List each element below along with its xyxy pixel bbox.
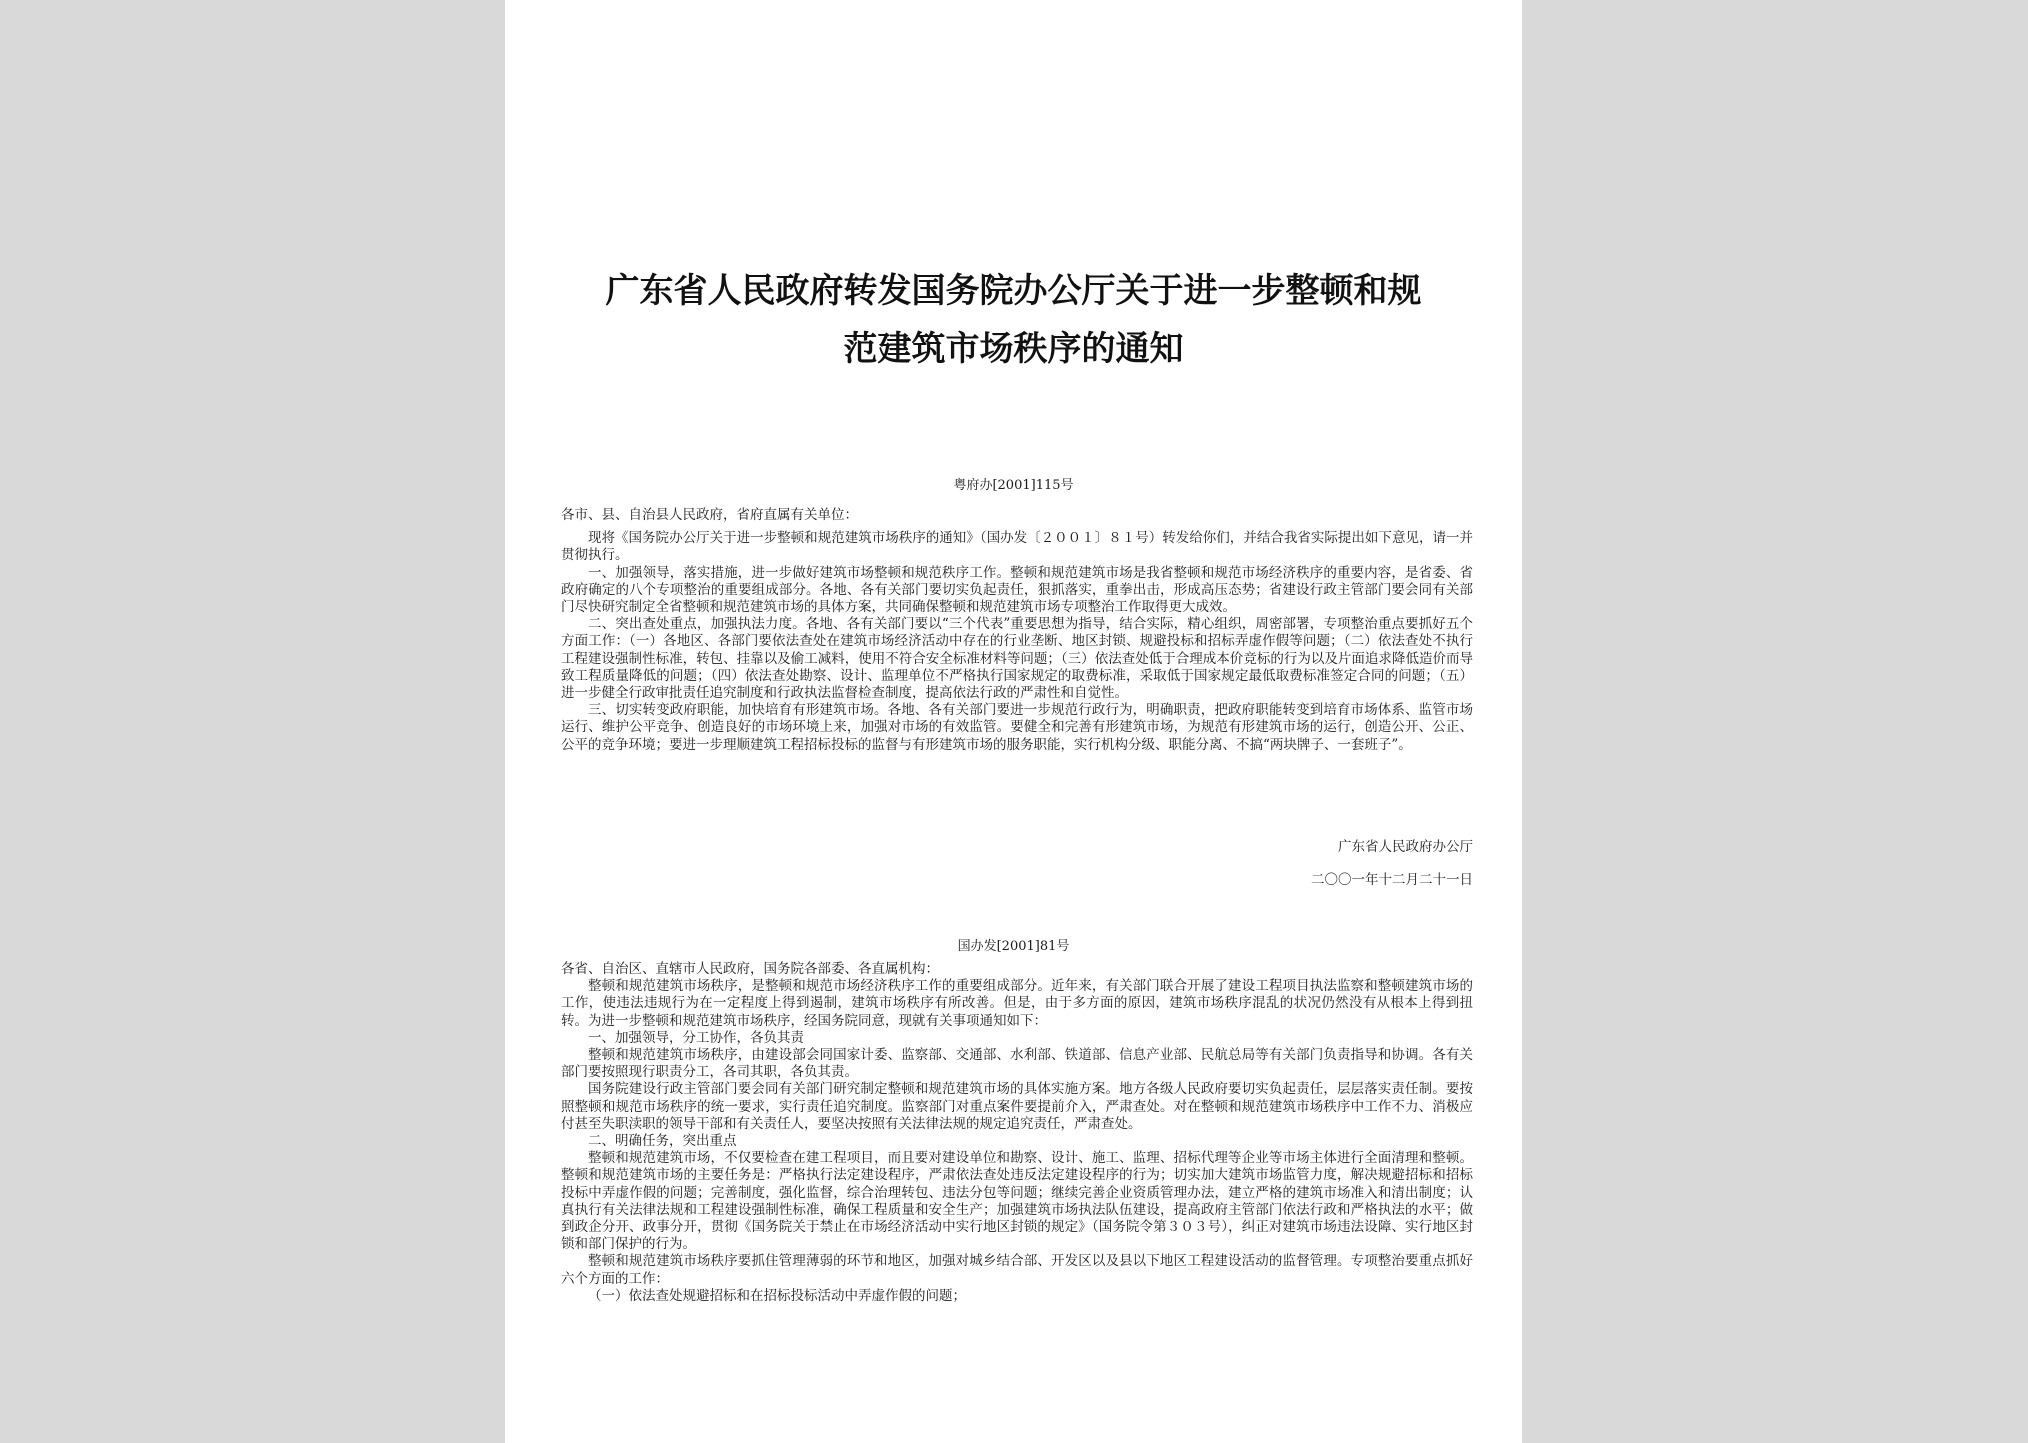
doc2-addressee: 各省、自治区、直辖市人民政府，国务院各部委、各直属机构：: [561, 961, 939, 977]
document-title: [545, 262, 1482, 378]
doc2-section-heading: 一、加强领导，分工协作，各负其责: [588, 1029, 804, 1046]
doc2-paragraph: 整顿和规范建筑市场秩序，由建设部会同国家计委、监察部、交通部、水利部、铁道部、信息产业部、民航总局等有关部门负责指导和协调。各有关部门要按照现行职责分工，各司其职，各负其责。: [561, 1047, 1473, 1081]
document-page: [505, 0, 1522, 1443]
doc2-paragraph: 整顿和规范建筑市场秩序要抓住管理薄弱的环节和地区，加强对城乡结合部、开发区以及县以下地区工程建设活动的监督管理。专项整治要重点抓好六个方面的工作：: [561, 1253, 1473, 1287]
doc1-paragraph: 现将《国务院办公厅关于进一步整顿和规范建筑市场秩序的通知》（国办发〔２００１〕８１号）转发给你们，并结合我省实际提出如下意见，请一并贯彻执行。: [561, 530, 1473, 564]
doc2-body: [561, 961, 1473, 1305]
title-line-1: 广东省人民政府转发国务院办公厅关于进一步整顿和规: [605, 271, 1422, 311]
doc2-section-heading: 二、明确任务，突出重点: [588, 1133, 737, 1150]
doc2-number: 国办发[2001]81号: [957, 939, 1070, 954]
doc2-paragraph: 整顿和规范建筑市场，不仅要检查在建工程项目，而且要对建设单位和勘察、设计、施工、监理、招标代理等企业等市场主体进行全面清理和整顿。整顿和规范建筑市场的主要任务是：严格执行法定建设程序，严肃依法查处违反法定建设程序的行为；切实加大建筑市场监管力度，解决规避招标和招标投标中弄虚作假的问题；完善制度，强化监督，综合治理转包、违法分包等问题；继续完善企业资质管理办法，建立严格的建筑市场准入和清出制度；认真执行有关法律法规和工程建设强制性标准，确保工程质量和安全生产；加强建筑市场执法队伍建设，提高政府主管部门依法行政和严格执法的水平；做到政企分开、政事分开，贯彻《国务院关于禁止在市场经济活动中实行地区封锁的规定》（国务院令第３０３号），纠正对建筑市场违法设障、实行地区封锁和部门保护的行为。: [561, 1150, 1473, 1253]
doc1-paragraph: 一、加强领导，落实措施，进一步做好建筑市场整顿和规范秩序工作。整顿和规范建筑市场是我省整顿和规范市场经济秩序的重要内容，是省委、省政府确定的八个专项整治的重要组成部分。各地、各有关部门要切实负起责任，狠抓落实，重拳出击，形成高压态势；省建设行政主管部门要会同有关部门尽快研究制定全省整顿和规范建筑市场的具体方案，共同确保整顿和规范建筑市场专项整治工作取得更大成效。: [561, 564, 1473, 616]
doc1-body: [561, 507, 1473, 754]
doc2-list-item: （一）依法查处规避招标和在招标投标活动中弄虚作假的问题；: [588, 1287, 966, 1304]
doc1-signature-org: 广东省人民政府办公厅: [1338, 839, 1473, 855]
doc2-paragraph: 整顿和规范建筑市场秩序，是整顿和规范市场经济秩序工作的重要组成部分。近年来，有关部门联合开展了建设工程项目执法监察和整顿建筑市场的工作，使违法违规行为在一定程度上得到遏制，建筑市场秩序有所改善。但是，由于多方面的原因，建筑市场秩序混乱的状况仍然没有从根本上得到扭转。为进一步整顿和规范建筑市场秩序，经国务院同意，现就有关事项通知如下：: [561, 978, 1473, 1029]
title-line-2: 范建筑市场秩序的通知: [843, 329, 1184, 369]
doc1-paragraph: 三、切实转变政府职能，加快培育有形建筑市场。各地、各有关部门要进一步规范行政行为，明确职责，把政府职能转变到培育市场体系、监管市场运行、维护公平竞争、创造良好的市场环境上来，加强对市场的有效监管。要健全和完善有形建筑市场，为规范有形建筑市场的运行，创造公开、公正、公平的竞争环境；要进一步理顺建筑工程招标投标的监督与有形建筑市场的服务职能，实行机构分级、职能分离、不搞“两块牌子、一套班子”。: [561, 702, 1473, 753]
doc2-paragraph: 国务院建设行政主管部门要会同有关部门研究制定整顿和规范建筑市场的具体实施方案。地方各级人民政府要切实负起责任，层层落实责任制。要按照整顿和规范市场秩序的统一要求，实行责任追究制度。监察部门对重点案件要提前介入，严肃查处。对在整顿和规范建筑市场秩序中工作不力、消极应付甚至失职渎职的领导干部和有关责任人，要坚决按照有关法律法规的规定追究责任，严肃查处。: [561, 1081, 1473, 1132]
doc1-signature-date: 二〇〇一年十二月二十一日: [1311, 872, 1473, 888]
doc1-paragraph: 二、突出查处重点，加强执法力度。各地、各有关部门要以“三个代表”重要思想为指导，结合实际，精心组织，周密部署，专项整治重点要抓好五个方面工作：（一）各地区、各部门要依法查处在建筑市场经济活动中存在的行业垄断、地区封锁、规避投标和招标弄虚作假等问题；（二）依法查处不执行工程建设强制性标准，转包、挂靠以及偷工减料，使用不符合安全标准材料等问题；（三）依法查处低于合理成本价竞标的行为以及片面追求降低造价而导致工程质量降低的问题；（四）依法查处勘察、设计、监理单位不严格执行国家规定的取费标准，采取低于国家规定最低取费标准签定合同的问题；（五）进一步健全行政审批责任追究制度和行政执法监督检查制度，提高依法行政的严肃性和自觉性。: [561, 616, 1473, 702]
doc1-addressee: 各市、县、自治县人民政府，省府直属有关单位：: [561, 507, 858, 523]
doc1-number: 粤府办[2001]115号: [953, 478, 1074, 493]
